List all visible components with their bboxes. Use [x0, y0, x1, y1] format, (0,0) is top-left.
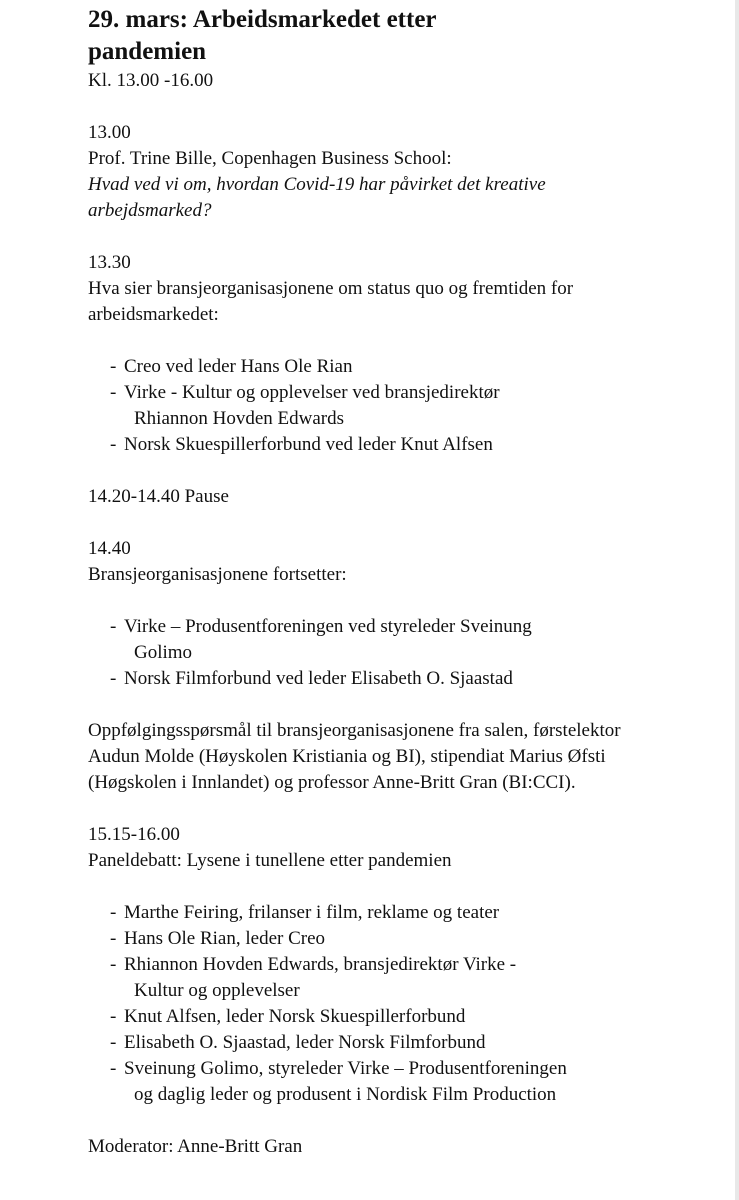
- list-item: [88, 1030, 718, 1056]
- moderator-line: Moderator: Anne-Britt Gran: [88, 1136, 303, 1157]
- list-item-text: Knut Alfsen, leder Norsk Skuespillerforbund: [124, 1006, 466, 1027]
- list-item: [88, 666, 718, 692]
- list-item-text: Sveinung Golimo, styreleder Virke – Produsentforeningen: [124, 1058, 567, 1079]
- dash-bullet: -: [110, 1032, 117, 1053]
- session-intro: Bransjeorganisasjonene fortsetter:: [88, 564, 347, 585]
- list-item-text: Marthe Feiring, frilanser i film, reklame og teater: [124, 902, 500, 923]
- session-time: 13.00: [88, 122, 131, 143]
- list-item-text: Norsk Skuespillerforbund ved leder Knut Alfsen: [124, 434, 493, 455]
- panel-list: [88, 900, 718, 1108]
- dash-bullet: -: [110, 1058, 117, 1079]
- dash-bullet: -: [110, 1006, 117, 1027]
- list-item: [88, 614, 718, 666]
- page-title: 29. mars: Arbeidsmarkedet etter pandemien: [88, 6, 437, 65]
- session-time: 13.30: [88, 252, 131, 273]
- program-document: [88, 4, 718, 1160]
- dash-bullet: -: [110, 928, 117, 949]
- session-speaker: Prof. Trine Bille, Copenhagen Business School:: [88, 148, 452, 169]
- followup-paragraph: Oppfølgingsspørsmål til bransjeorganisasjonene fra salen, førstelektor Audun Molde (Høyskolen Kristiania og BI), stipendiat Marius Øfsti (Høgskolen i Innlandet) og professor Anne-Britt Gran (BI:CCI).: [88, 720, 621, 793]
- list-item-text: Norsk Filmforbund ved leder Elisabeth O. Sjaastad: [124, 668, 513, 689]
- session-time: 15.15-16.00: [88, 824, 180, 845]
- session-time: 14.40: [88, 538, 131, 559]
- dash-bullet: -: [110, 382, 117, 403]
- list-item: [88, 432, 718, 458]
- list-item: [88, 354, 718, 380]
- page-edge-shadow: [735, 0, 739, 1200]
- pause-line: 14.20-14.40 Pause: [88, 486, 229, 507]
- list-item: [88, 952, 718, 1004]
- speaker-list: [88, 354, 718, 458]
- list-item-continuation: Rhiannon Hovden Edwards: [134, 408, 345, 429]
- dash-bullet: -: [110, 616, 117, 637]
- list-item-text: Hans Ole Rian, leder Creo: [124, 928, 326, 949]
- list-item: [88, 1056, 718, 1108]
- dash-bullet: -: [110, 434, 117, 455]
- dash-bullet: -: [110, 902, 117, 923]
- time-range: Kl. 13.00 -16.00: [88, 70, 214, 91]
- dash-bullet: -: [110, 954, 117, 975]
- session-intro: Paneldebatt: Lysene i tunellene etter pandemien: [88, 850, 452, 871]
- list-item-continuation: Golimo: [134, 642, 193, 663]
- dash-bullet: -: [110, 356, 117, 377]
- list-item: [88, 900, 718, 926]
- list-item: [88, 926, 718, 952]
- list-item-text: Rhiannon Hovden Edwards, bransjedirektør Virke -: [124, 954, 517, 975]
- session-talk-title: Hvad ved vi om, hvordan Covid-19 har påvirket det kreative arbejdsmarked?: [88, 174, 546, 221]
- speaker-list: [88, 614, 718, 692]
- list-item-text: Virke - Kultur og opplevelser ved bransjedirektør: [124, 382, 500, 403]
- list-item-text: Elisabeth O. Sjaastad, leder Norsk Filmforbund: [124, 1032, 486, 1053]
- list-item-continuation: Kultur og opplevelser: [134, 980, 300, 1001]
- list-item-text: Creo ved leder Hans Ole Rian: [124, 356, 353, 377]
- session-intro: Hva sier bransjeorganisasjonene om status quo og fremtiden for arbeidsmarkedet:: [88, 278, 574, 325]
- list-item-text: Virke – Produsentforeningen ved styreleder Sveinung: [124, 616, 532, 637]
- list-item: [88, 380, 718, 432]
- dash-bullet: -: [110, 668, 117, 689]
- list-item: [88, 1004, 718, 1030]
- list-item-continuation: og daglig leder og produsent i Nordisk Film Production: [134, 1084, 557, 1105]
